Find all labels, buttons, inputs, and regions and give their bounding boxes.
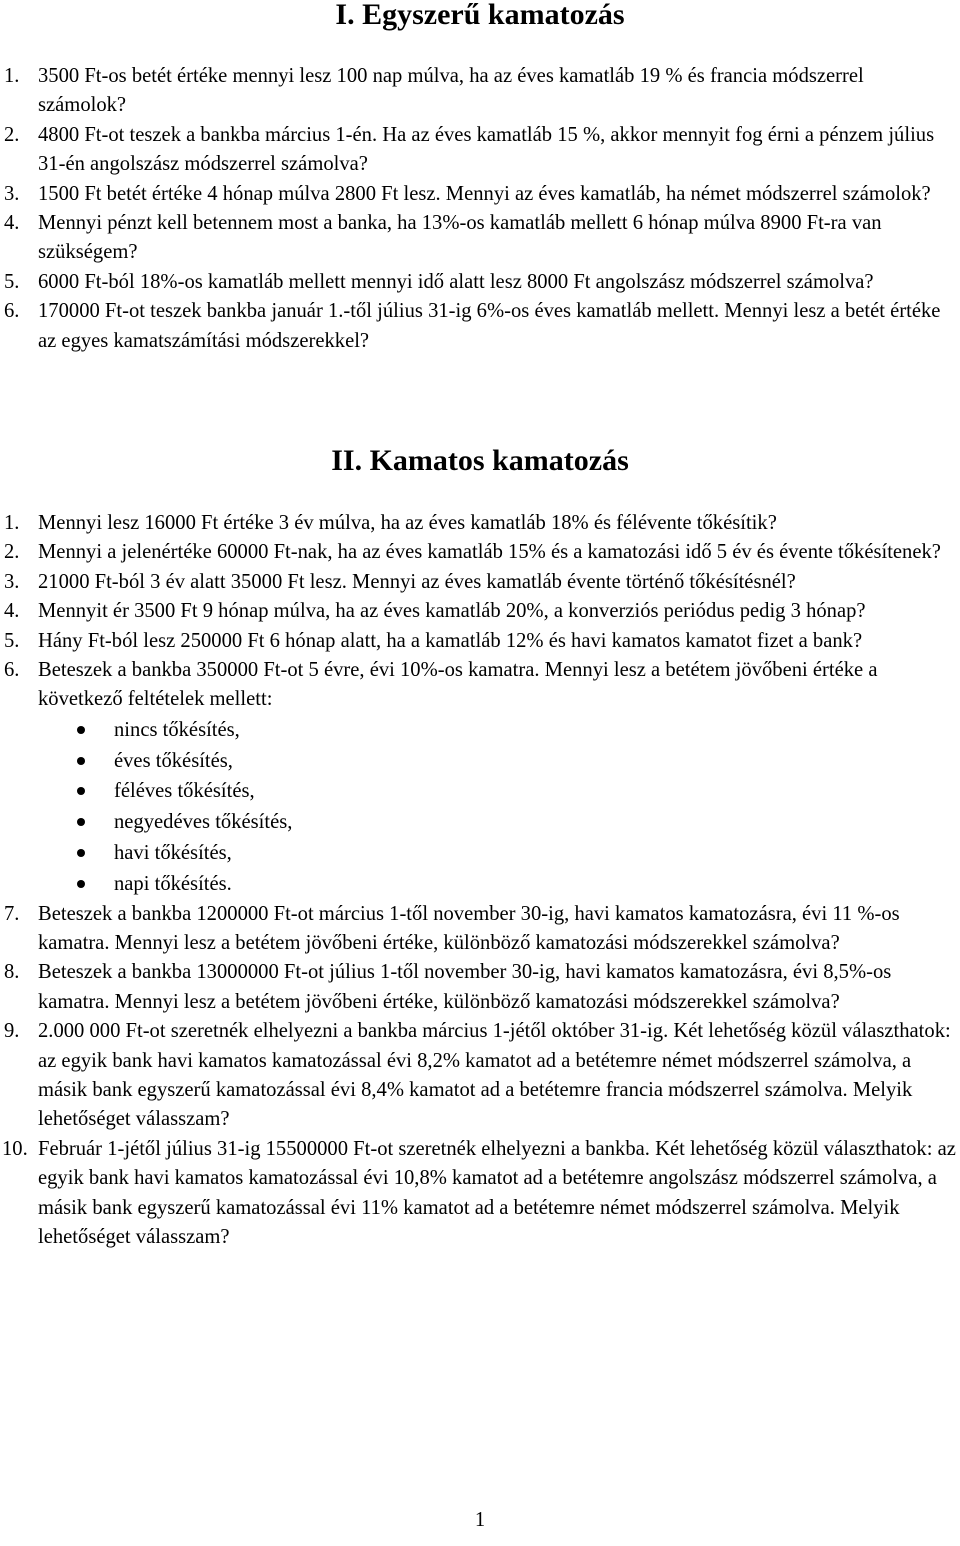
bullet-icon [77, 726, 85, 734]
bullet-item [38, 746, 956, 777]
problem-item [0, 209, 960, 268]
problem-text: 3500 Ft-os betét értéke mennyi lesz 100 nap múlva, ha az éves kamatláb 19 % és francia módszerrel számolok? [38, 65, 864, 117]
problem-text: Mennyi a jelenértéke 60000 Ft-nak, ha az éves kamatláb 15% és a kamatozási idő 5 év és évente tőkésítenek? [38, 541, 941, 564]
problem-text: 21000 Ft-ból 3 év alatt 35000 Ft lesz. Mennyi az éves kamatláb évente történő tőkésítésnél? [38, 570, 796, 593]
problem-number: 4. [4, 212, 20, 235]
problem-item [0, 268, 960, 297]
problem-item [0, 509, 960, 538]
problem-item [0, 958, 960, 1017]
bullet-text: féléves tőkésítés, [114, 780, 255, 803]
problem-text: 6000 Ft-ból 18%-os kamatláb mellett mennyi idő alatt lesz 8000 Ft angolszász módszerrel számolva? [38, 270, 874, 293]
problem-number: 9. [4, 1020, 20, 1043]
problem-text: 170000 Ft-ot teszek bankba január 1.-től július 31-ig 6%-os éves kamatláb mellett. Mennyi lesz a betét értéke az egyes kamatszámítási módszerekkel? [38, 300, 941, 352]
problem-item [0, 297, 960, 356]
simple-interest-problem-list [0, 62, 960, 356]
problem-number: 5. [4, 270, 20, 293]
problem-item [0, 900, 960, 959]
problem-text: 1500 Ft betét értéke 4 hónap múlva 2800 Ft lesz. Mennyi az éves kamatláb, ha német módszerrel számolok? [38, 182, 931, 205]
problem-number: 1. [4, 512, 20, 534]
bullet-icon [77, 757, 85, 765]
problem-text: 2.000 000 Ft-ot szeretnék elhelyezni a bankba március 1-jétől október 31-ig. Két lehetőség közül választhatok: az egyik bank havi kamatos kamatozással évi 8,2% kamatot ad a betétemre német módszerrel számolva, a másik bank egyszerű kamatozással évi 8,4% kamatot ad a betétemre francia módszerrel számolva. Melyik lehetőséget válasszam? [38, 1020, 951, 1131]
problem-number: 1. [4, 65, 20, 87]
problem-text: Beteszek a bankba 350000 Ft-ot 5 évre, évi 10%-os kamatra. Mennyi lesz a betétem jövőbeni értéke a következő feltételek mellett: [38, 659, 878, 711]
capitalization-options-list [38, 715, 956, 900]
problem-item [0, 1135, 960, 1253]
problem-number: 5. [4, 629, 20, 652]
problem-text: Mennyi pénzt kell betennem most a banka, ha 13%-os kamatláb mellett 6 hónap múlva 8900 Ft-ra van szükségem? [38, 212, 882, 264]
problem-number: 2. [4, 123, 20, 146]
page-number: 1 [474, 1509, 486, 1531]
problem-item [0, 568, 960, 597]
problem-item [0, 627, 960, 656]
problem-number: 3. [4, 182, 20, 205]
problem-text: Mennyi lesz 16000 Ft értéke 3 év múlva, ha az éves kamatláb 18% és félévente tőkésítik? [38, 512, 777, 534]
problem-number: 3. [4, 570, 20, 593]
bullet-text: negyedéves tőkésítés, [114, 811, 293, 834]
bullet-item [38, 807, 956, 838]
problem-number: 2. [4, 541, 20, 564]
problem-text: Beteszek a bankba 13000000 Ft-ot július 1-től november 30-ig, havi kamatos kamatozásra, évi 8,5%-os kamatra. Mennyi lesz a betétem jövőbeni értéke, különböző kamatozási módszerekkel számolva? [38, 961, 892, 1013]
problem-number: 6. [4, 659, 20, 682]
problem-item [0, 1017, 960, 1135]
bullet-text: havi tőkésítés, [114, 842, 232, 865]
section-title-simple-interest: I. Egyszerű kamatozás [335, 0, 625, 31]
section-title-compound-interest: II. Kamatos kamatozás [331, 444, 629, 477]
problem-text: Mennyit ér 3500 Ft 9 hónap múlva, ha az éves kamatláb 20%, a konverziós periódus pedig 3 hónap? [38, 600, 866, 623]
problem-item [0, 121, 960, 180]
bullet-icon [77, 849, 85, 857]
bullet-item [38, 838, 956, 869]
bullet-icon [77, 787, 85, 795]
bullet-item [38, 776, 956, 807]
compound-interest-problem-list [0, 509, 960, 1253]
bullet-icon [77, 818, 85, 826]
problem-item [0, 180, 960, 209]
bullet-text: napi tőkésítés. [114, 872, 232, 895]
bullet-item [38, 869, 956, 900]
problem-text: Február 1-jétől július 31-ig 15500000 Ft-ot szeretnék elhelyezni a bankba. Két lehetőség közül választhatok: az egyik bank havi kamatos kamatozással évi 10,8% kamatot ad a betétemre angolszász módszerrel számolva, a másik bank egyszerű kamatozással évi 11% kamatot ad a betétemre német módszerrel számolva. Melyik lehetőséget válasszam? [38, 1137, 956, 1249]
problem-number: 7. [4, 902, 20, 925]
problem-item [0, 656, 960, 900]
problem-number: 6. [4, 300, 20, 323]
problem-text: Beteszek a bankba 1200000 Ft-ot március 1-től november 30-ig, havi kamatos kamatozásra, évi 11 %-os kamatra. Mennyi lesz a betétem jövőbeni értéke, különböző kamatozási módszerekkel számolva? [38, 902, 900, 955]
bullet-text: nincs tőkésítés, [114, 718, 240, 741]
problem-item [0, 62, 960, 121]
bullet-icon [77, 880, 85, 888]
problem-text: Hány Ft-ból lesz 250000 Ft 6 hónap alatt, ha a kamatláb 12% és havi kamatos kamatot fizet a bank? [38, 629, 863, 652]
problem-number: 10. [2, 1137, 28, 1160]
bullet-text: éves tőkésítés, [114, 749, 233, 772]
problem-item [0, 597, 960, 626]
problem-number: 4. [4, 600, 20, 623]
problem-item [0, 538, 960, 567]
problem-text: 4800 Ft-ot teszek a bankba március 1-én. Ha az éves kamatláb 15 %, akkor mennyit fog érni a pénzem július 31-én angolszász módszerrel számolva? [38, 123, 935, 176]
bullet-item [38, 715, 956, 746]
problem-number: 8. [4, 961, 20, 984]
